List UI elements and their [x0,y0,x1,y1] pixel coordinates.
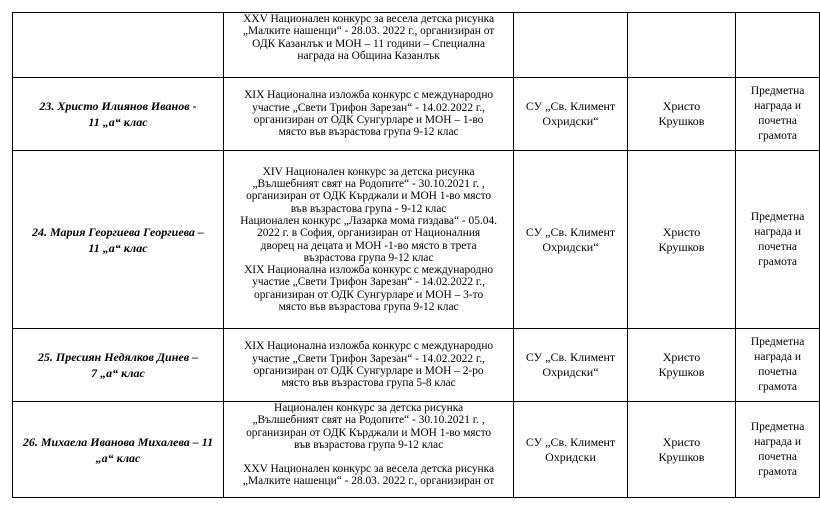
teacher-cell [627,402,736,498]
student-line: „а“ клас [95,450,141,465]
competition-line: „Малките нашенци“ - 28.03. 2022 г., организиран от [242,25,495,38]
competition-line: участие „Свети Трифон Зарезан“ - 14.02.2022 г., [252,101,485,114]
teacher-cell [627,329,736,402]
school-line: СУ „Св. Климент [525,434,616,449]
award-cell [736,78,820,151]
teacher-cell [627,13,736,78]
competition-line: участие „Свети Трифон Зарезан“ - 14.02.2022 г., [252,276,485,289]
award-line: грамота [758,381,797,393]
competition-cell [223,151,513,329]
award-line: награда и [754,351,802,363]
award-cell [736,402,820,498]
award-cell [736,13,820,78]
school-cell [514,402,628,498]
student-cell [13,13,224,78]
teacher-line: Христо [662,434,701,449]
spacer [226,451,511,463]
student-line: 26. Михаела Иванова Михалева – 11 [22,434,214,449]
student-cell [13,329,224,402]
table-row [13,329,820,402]
table-row [13,13,820,78]
award-line: награда и [754,100,802,112]
competition-line: XIX Национална изложба конкурс с международно [244,89,494,102]
competition-line: Национален конкурс за детска рисунка [274,402,464,414]
student-line: 11 „а“ клас [88,240,148,255]
student-cell [13,151,224,329]
award-line: почетна [758,115,798,127]
table-row [13,151,820,329]
award-line: грамота [758,255,797,268]
competition-line: организиран от ОДК Сунгурларе и МОН – 2-ро [253,365,484,377]
competition-line: участие „Свети Трифон Зарезан“ - 14.02.2022 г., [252,352,485,365]
competition-cell [223,78,513,151]
award-line: Предметна [750,210,805,223]
competition-line: XIV Национален конкурс за детска рисунка [262,165,475,178]
competition-line: XXV Национален конкурс за весела детска рисунка [243,463,495,476]
competition-line: организиран от ОДК Кърджали и МОН 1-во място [246,190,492,203]
student-cell [13,402,224,498]
competition-line: 2022 г. в София, организиран от Националния [257,227,481,240]
competition-line: организиран от ОДК Сунгурларе и МОН – 3-то [254,288,484,301]
competition-line: дворец на децата и МОН -1-во място в трета [260,239,477,252]
school-cell [514,329,628,402]
teacher-line: Христо [662,224,701,239]
student-line: 24. Мария Георгиева Георгиева – [32,224,204,239]
award-line: Предметна [750,420,805,433]
competition-line: във възрастова група 9-12 клас [294,438,444,451]
competition-line: XIX Национална изложба конкурс с международно [244,340,494,353]
teacher-cell [627,78,736,151]
table-row [13,78,820,151]
competition-line: XXV Национален конкурс за весела детска рисунка [243,13,495,25]
student-line: 25. Пресиян Недялков Динев – [37,350,199,364]
award-line: почетна [758,366,798,378]
competition-line: място във възрастова група 5-8 клас [281,377,456,390]
competition-line: ОДК Казанлък и МОН – 11 години – Специална [252,37,486,50]
school-line: СУ „Св. Климент [525,224,616,239]
competition-line: награда на Община Казанлък [297,49,440,62]
school-line: СУ „Св. Климент [525,350,616,364]
teacher-cell [627,151,736,329]
competition-line: възрастова група 9-12 клас [303,251,434,264]
school-line: Охридски“ [542,114,599,128]
award-line: грамота [758,130,797,142]
teacher-line: Крушков [658,114,705,128]
competition-cell [223,329,513,402]
student-line: 23. Христо Илиянов Иванов - [39,99,197,113]
table-row [13,402,820,498]
competition-line: във възрастова група - 9-12 клас [290,202,447,215]
award-line: награда и [754,225,802,238]
awards-table [12,12,820,498]
competition-line: „Вълшебният свят на Родопите“ - 30.10.2021 г. , [252,414,485,427]
school-line: Охридски“ [542,365,599,379]
school-cell [514,78,628,151]
competition-line: място във възрастова група 9-12 клас [278,300,459,313]
competition-cell [223,13,513,78]
teacher-line: Крушков [658,449,705,464]
teacher-line: Христо [662,350,701,364]
award-line: награда и [754,435,802,448]
competition-line: „Малките нашенци“ - 28.03. 2022 г., организиран от [242,475,495,488]
award-line: почетна [758,450,798,463]
award-line: грамота [758,465,797,478]
competition-line: организиран от ОДК Кърджали и МОН 1-во място [246,426,492,439]
award-line: Предметна [750,336,805,348]
teacher-line: Крушков [658,239,705,254]
competition-cell [223,402,513,498]
school-cell [514,151,628,329]
award-line: Предметна [750,85,805,97]
competition-line: „Вълшебният свят на Родопите“ - 30.10.2021 г. , [252,178,485,191]
competition-line: място във възрастова група 9-12 клас [278,126,459,139]
competition-line: Национален конкурс „Лазарка мома гиздава“ - 05.04. [240,214,497,227]
competition-line: XIX Национална изложба конкурс с международно [244,264,494,277]
teacher-line: Крушков [658,365,705,379]
student-cell [13,78,224,151]
competition-line: организиран от ОДК Сунгурларе и МОН – 1-во [253,114,484,126]
award-cell [736,151,820,329]
student-line: 7 „а“ клас [91,366,145,380]
award-cell [736,329,820,402]
school-line: СУ „Св. Климент [525,99,616,113]
award-line: почетна [758,240,798,253]
school-cell [514,13,628,78]
student-line: 11 „а“ клас [88,115,148,129]
school-line: Охридски [545,449,596,464]
school-line: Охридски“ [542,239,599,254]
teacher-line: Христо [662,99,701,113]
